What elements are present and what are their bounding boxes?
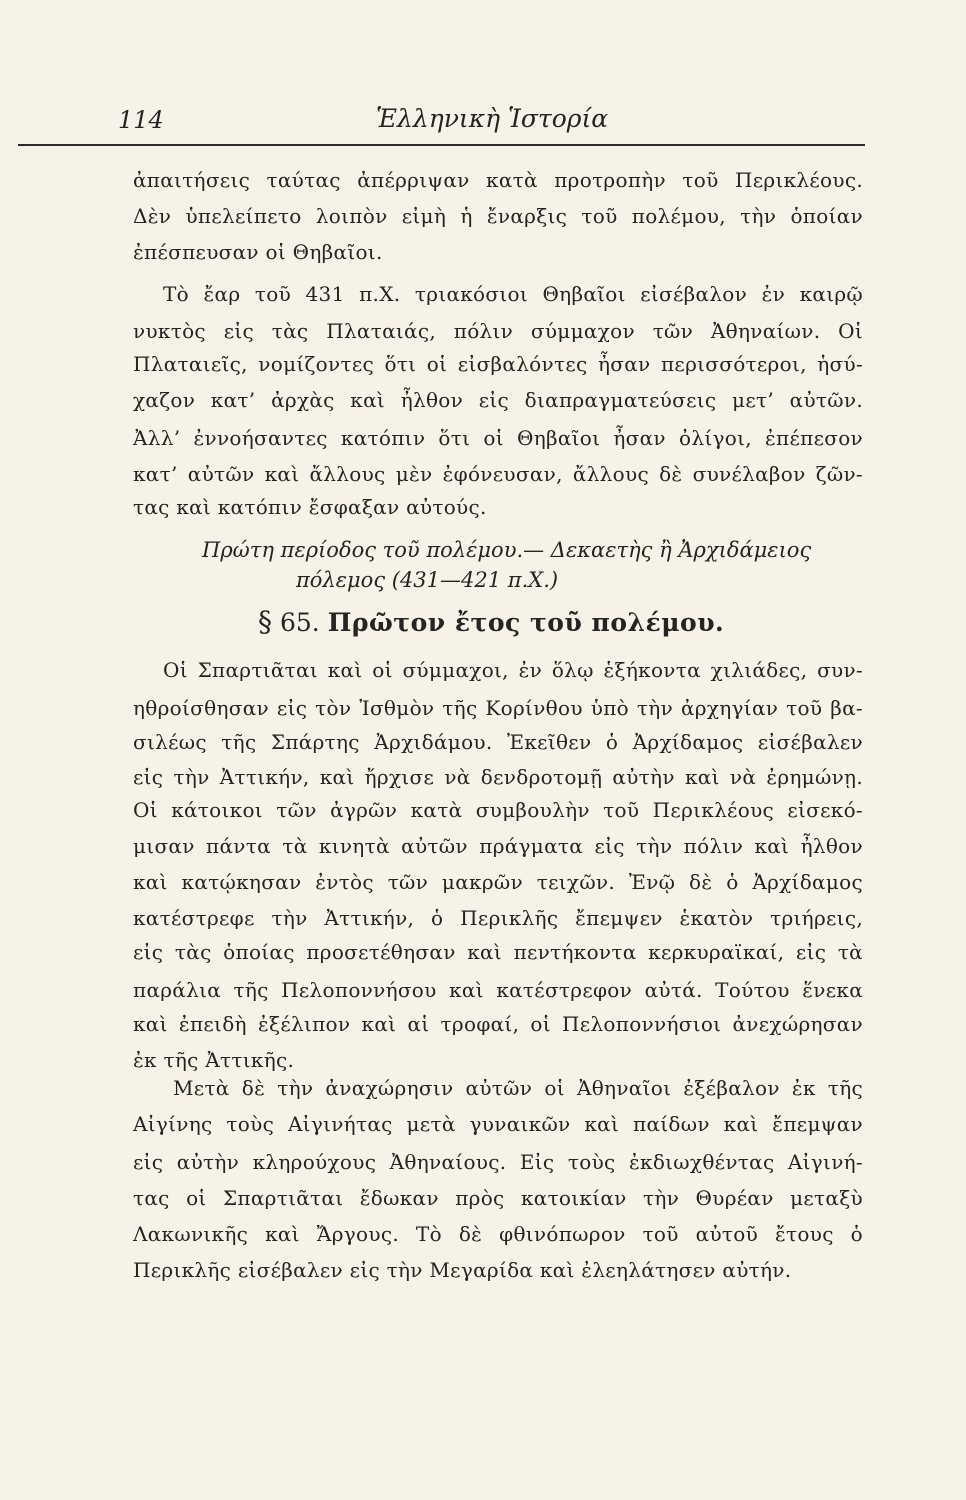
text-line: Περικλῆς εἰσέβαλεν εἰς τὴν Μεγαρίδα καὶ ἐλεηλάτησεν αὐτήν. bbox=[133, 1258, 792, 1282]
section-heading bbox=[258, 605, 724, 638]
section-symbol: § bbox=[258, 605, 272, 638]
text-line: κατέστρεφε τὴν Ἀττικήν, ὁ Περικλῆς ἔπεμψεν ἑκατὸν τριήρεις, bbox=[133, 906, 863, 930]
text-line: Πλαταιεῖς, νομίζοντες ὅτι οἱ εἰσβαλόντες ἦσαν περισσότεροι, ἡσύ- bbox=[133, 352, 863, 376]
text-line: εἰς τὰς ὁποίας προσετέθησαν καὶ πεντήκοντα κερκυραϊκαί, εἰς τὰ bbox=[133, 940, 863, 964]
text-line: τας καὶ κατόπιν ἔσφαξαν αὐτούς. bbox=[133, 495, 487, 519]
text-line: εἰς τὴν Ἀττικήν, καὶ ἤρχισε νὰ δενδροτομῇ αὐτὴν καὶ νὰ ἐρημώνῃ. bbox=[133, 765, 863, 789]
page-number: 114 bbox=[118, 106, 164, 134]
text-line: καὶ κατῴκησαν ἐντὸς τῶν μακρῶν τειχῶν. Ἐνῷ δὲ ὁ Ἀρχίδαμος bbox=[133, 870, 863, 894]
text-line: μισαν πάντα τὰ κινητὰ αὐτῶν πράγματα εἰς τὴν πόλιν καὶ ἦλθον bbox=[133, 834, 863, 858]
text-line: ἀπαιτήσεις ταύτας ἀπέρριψαν κατὰ προτροπὴν τοῦ Περικλέους. bbox=[133, 168, 863, 192]
text-line: παράλια τῆς Πελοποννήσου καὶ κατέστρεφον αὐτά. Τούτου ἕνεκα bbox=[133, 978, 863, 1002]
period-subheading-line2: πόλεμος (431—421 π.Χ.) bbox=[296, 568, 559, 592]
text-line: Δὲν ὑπελείπετο λοιπὸν εἰμὴ ἡ ἔναρξις τοῦ πολέμου, τὴν ὁποίαν bbox=[133, 204, 863, 228]
text-line: Μετὰ δὲ τὴν ἀναχώρησιν αὐτῶν οἱ Ἀθηναῖοι ἐξέβαλον ἐκ τῆς bbox=[173, 1076, 863, 1100]
running-title: Ἑλληνικὴ Ἱστορία bbox=[376, 104, 609, 133]
text-line: Τὸ ἔαρ τοῦ 431 π.Χ. τριακόσιοι Θηβαῖοι εἰσέβαλον ἐν καιρῷ bbox=[163, 282, 863, 306]
text-line: Αἰγίνης τοὺς Αἰγινήτας μετὰ γυναικῶν καὶ παίδων καὶ ἔπεμψαν bbox=[133, 1112, 863, 1136]
text-line: ἐκ τῆς Ἀττικῆς. bbox=[133, 1048, 295, 1072]
text-line: σιλέως τῆς Σπάρτης Ἀρχιδάμου. Ἐκεῖθεν ὁ Ἀρχίδαμος εἰσέβαλεν bbox=[133, 730, 863, 754]
period-subheading: Πρώτη περίοδος τοῦ πολέμου.— Δεκαετὴς ἢ Ἀρχιδάμειος bbox=[202, 538, 812, 562]
text-line: ἐπέσπευσαν οἱ Θηβαῖοι. bbox=[133, 240, 383, 264]
text-line: κατ’ αὐτῶν καὶ ἄλλους μὲν ἐφόνευσαν, ἄλλους δὲ συνέλαβον ζῶν- bbox=[133, 462, 863, 486]
text-line: εἰς αὐτὴν κληρούχους Ἀθηναίους. Εἰς τοὺς ἐκδιωχθέντας Αἰγινή- bbox=[133, 1150, 863, 1174]
header-rule bbox=[18, 144, 865, 146]
text-line: νυκτὸς εἰς τὰς Πλαταιάς, πόλιν σύμμαχον τῶν Ἀθηναίων. Οἱ bbox=[133, 319, 863, 343]
page-header bbox=[118, 100, 863, 140]
section-title: Πρῶτον ἔτος τοῦ πολέμου. bbox=[327, 608, 725, 637]
text-line: Ἀλλ’ ἐννοήσαντες κατόπιν ὅτι οἱ Θηβαῖοι ἦσαν ὀλίγοι, ἐπέπεσον bbox=[133, 426, 863, 450]
text-line: Οἱ Σπαρτιᾶται καὶ οἱ σύμμαχοι, ἐν ὅλῳ ἑξήκοντα χιλιάδες, συν- bbox=[163, 658, 863, 682]
text-line: Οἱ κάτοικοι τῶν ἀγρῶν κατὰ συμβουλὴν τοῦ Περικλέους εἰσεκό- bbox=[133, 798, 863, 822]
text-line: τας οἱ Σπαρτιᾶται ἔδωκαν πρὸς κατοικίαν τὴν Θυρέαν μεταξὺ bbox=[133, 1186, 863, 1210]
text-line: χαζον κατ’ ἀρχὰς καὶ ἦλθον εἰς διαπραγματεύσεις μετ’ αὐτῶν. bbox=[133, 388, 863, 412]
section-number: 65. bbox=[280, 608, 320, 637]
text-line: Λακωνικῆς καὶ Ἄργους. Τὸ δὲ φθινόπωρον τοῦ αὐτοῦ ἔτους ὁ bbox=[133, 1222, 863, 1246]
text-line: καὶ ἐπειδὴ ἐξέλιπον καὶ αἱ τροφαί, οἱ Πελοποννήσιοι ἀνεχώρησαν bbox=[133, 1012, 863, 1036]
text-line: ηθροίσθησαν εἰς τὸν Ἰσθμὸν τῆς Κορίνθου ὑπὸ τὴν ἀρχηγίαν τοῦ βα- bbox=[133, 696, 863, 720]
